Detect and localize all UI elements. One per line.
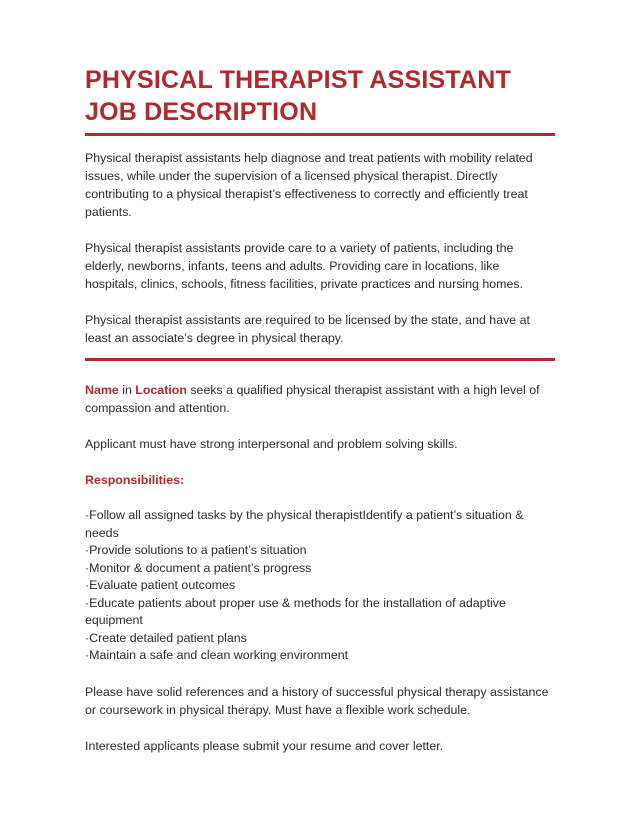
skills-paragraph: Applicant must have strong interpersonal and problem solving skills. <box>85 437 458 451</box>
location-placeholder: Location <box>135 383 187 397</box>
list-item: ·Evaluate patient outcomes <box>85 578 236 592</box>
section-divider <box>85 358 555 361</box>
list-item: ·Provide solutions to a patient’s situation <box>85 543 307 557</box>
title-line-2: JOB DESCRIPTION <box>85 98 318 126</box>
title-divider <box>85 133 555 136</box>
references-paragraph: Please have solid references and a history of successful physical therapy assistance or coursework in physical therapy. Must have a flexible work schedule. <box>85 684 549 717</box>
list-item: ·Follow all assigned tasks by the physical therapistIdentify a patient’s situation & needs <box>85 508 524 540</box>
in-text: in <box>118 383 136 397</box>
posting-seeks-text: seeks a qualified physical therapist assistant with a high level of compassion and attention. <box>85 383 540 415</box>
document-page <box>85 0 555 755</box>
responsibilities-list <box>85 507 555 665</box>
page-title <box>85 0 555 128</box>
list-item: ·Monitor & document a patient’s progress <box>85 560 312 575</box>
posting-intro <box>85 381 555 417</box>
list-item: ·Maintain a safe and clean working environment <box>85 648 349 662</box>
intro-paragraph-1: Physical therapist assistants help diagnose and treat patients with mobility related issues, while under the supervision of a licensed physical therapist. Directly contributing to a physical therapist’s effectiveness to correctly and efficiently treat patients. <box>85 151 533 219</box>
list-item: ·Create detailed patient plans <box>85 630 247 645</box>
title-line-1: PHYSICAL THERAPIST ASSISTANT <box>85 66 512 94</box>
closing-paragraph: Interested applicants please submit your resume and cover letter. <box>85 738 444 753</box>
company-name-placeholder: Name <box>85 383 119 397</box>
list-item: ·Educate patients about proper use & methods for the installation of adaptive equipment <box>85 595 506 627</box>
intro-paragraph-3: Physical therapist assistants are required to be licensed by the state, and have at least an associate’s degree in physical therapy. <box>85 313 530 345</box>
intro-paragraph-2: Physical therapist assistants provide care to a variety of patients, including the elderly, newborns, infants, teens and adults. Providing care in locations, like hospitals, clinics, schools, fitness facilities, private practices and nursing homes. <box>85 241 523 291</box>
responsibilities-heading: Responsibilities: <box>85 473 185 487</box>
